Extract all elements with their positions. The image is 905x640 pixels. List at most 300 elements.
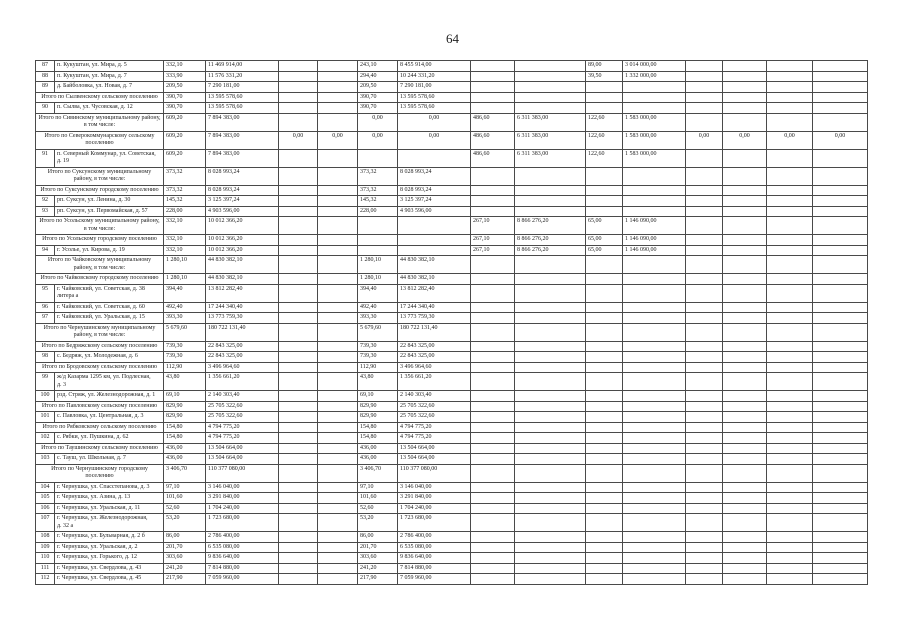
value-cell: 267,10 (471, 217, 515, 235)
value-cell (279, 532, 318, 543)
value-cell (623, 514, 686, 532)
value-cell (813, 401, 868, 412)
value-cell: 97,10 (164, 482, 206, 493)
subtotal-label-line: Итого по Павловскому сельскому поселению (41, 402, 158, 409)
address-line: с. Рябки, ул. Пушкина, д. 62 (57, 434, 129, 440)
value-cell (813, 206, 868, 217)
value-cell: 3 496 964,60 (398, 362, 471, 373)
value-cell (813, 245, 868, 256)
row-number: 92 (36, 196, 55, 207)
value-cell: 44 830 382,10 (206, 256, 279, 274)
value-cell: 1 280,10 (164, 256, 206, 274)
subtotal-label-line: Итого по Бедряжскому сельскому поселению (41, 342, 158, 349)
value-cell (686, 493, 723, 504)
value-cell: 43,80 (358, 373, 398, 391)
value-cell (358, 149, 398, 167)
value-cell: 13 812 282,40 (206, 284, 279, 302)
subtotal-row (36, 443, 868, 454)
value-cell (471, 443, 515, 454)
value-cell: 217,90 (358, 574, 398, 585)
address-line: ж/д Казарма 1295 км, ул. Подлесная, (57, 374, 151, 380)
value-cell (623, 185, 686, 196)
value-cell (686, 503, 723, 514)
value-cell (279, 362, 318, 373)
value-cell (318, 362, 358, 373)
value-cell (686, 71, 723, 82)
value-cell (767, 514, 813, 532)
value-cell (686, 284, 723, 302)
value-cell (318, 482, 358, 493)
value-cell: 17 244 340,40 (398, 302, 471, 313)
value-cell: 52,60 (164, 503, 206, 514)
value-cell (767, 542, 813, 553)
value-cell (586, 422, 623, 433)
value-cell (686, 323, 723, 341)
value-cell (515, 401, 586, 412)
value-cell (723, 71, 767, 82)
value-cell: 110 377 080,00 (206, 464, 279, 482)
address-line: с. Бедряж, ул. Молодежная, д. 6 (57, 353, 138, 359)
value-cell (723, 443, 767, 454)
address-line: с. Тауш, ул. Школьная, д. 7 (57, 455, 126, 461)
value-cell (318, 373, 358, 391)
value-cell: 486,60 (471, 113, 515, 131)
value-cell (279, 341, 318, 352)
value-cell (318, 412, 358, 423)
subtotal-label-line: району, в том числе: (73, 176, 126, 182)
value-cell (471, 82, 515, 93)
value-cell (515, 313, 586, 324)
address-line: г. Чернушка, ул. Азина, д. 13 (57, 494, 131, 500)
value-cell (723, 167, 767, 185)
value-cell (813, 454, 868, 465)
value-cell (686, 82, 723, 93)
value-cell (515, 284, 586, 302)
value-cell (813, 422, 868, 433)
value-cell: 6 535 080,00 (398, 542, 471, 553)
value-cell (813, 553, 868, 564)
value-cell: 332,10 (164, 61, 206, 72)
value-cell: 390,70 (358, 92, 398, 103)
value-cell (813, 61, 868, 72)
value-cell (279, 443, 318, 454)
value-cell (767, 206, 813, 217)
value-cell (767, 464, 813, 482)
value-cell (515, 514, 586, 532)
subtotal-row (36, 92, 868, 103)
value-cell (471, 313, 515, 324)
value-cell (515, 373, 586, 391)
value-cell: 1 146 090,00 (623, 245, 686, 256)
value-cell: 1 583 000,00 (623, 131, 686, 149)
value-cell: 122,60 (586, 131, 623, 149)
value-cell: 1 280,10 (358, 256, 398, 274)
value-cell (686, 352, 723, 363)
value-cell (723, 284, 767, 302)
value-cell (813, 482, 868, 493)
subtotal-label (36, 235, 164, 246)
value-cell (318, 256, 358, 274)
value-cell: 241,20 (358, 563, 398, 574)
value-cell (723, 256, 767, 274)
address-line: г. Чернушка, ул. Горького, д. 12 (57, 554, 138, 560)
value-cell (586, 185, 623, 196)
value-cell (723, 217, 767, 235)
subtotal-label (36, 113, 164, 131)
value-cell (767, 373, 813, 391)
value-cell (813, 362, 868, 373)
value-cell (279, 401, 318, 412)
value-cell: 1 583 000,00 (623, 149, 686, 167)
subtotal-label (36, 464, 164, 482)
subtotal-row (36, 167, 868, 185)
subtotal-row (36, 256, 868, 274)
value-cell: 492,40 (164, 302, 206, 313)
value-cell (471, 542, 515, 553)
row-number: 102 (36, 433, 55, 444)
value-cell (723, 433, 767, 444)
value-cell (586, 412, 623, 423)
value-cell: 1 332 000,00 (623, 71, 686, 82)
value-cell: 22 843 325,00 (398, 341, 471, 352)
value-cell: 25 705 322,60 (206, 412, 279, 423)
value-cell (686, 185, 723, 196)
value-cell (398, 235, 471, 246)
value-cell (471, 323, 515, 341)
value-cell (515, 92, 586, 103)
value-cell (279, 493, 318, 504)
value-cell: 8 028 993,24 (206, 185, 279, 196)
value-cell: 145,32 (358, 196, 398, 207)
value-cell: 65,00 (586, 245, 623, 256)
value-cell (279, 256, 318, 274)
value-cell (813, 464, 868, 482)
value-cell (586, 196, 623, 207)
value-cell (471, 493, 515, 504)
value-cell (471, 532, 515, 543)
subtotal-label (36, 401, 164, 412)
address-cell (55, 532, 164, 543)
value-cell (623, 103, 686, 114)
value-cell (686, 103, 723, 114)
value-cell (767, 185, 813, 196)
value-cell: 390,70 (164, 92, 206, 103)
value-cell (515, 323, 586, 341)
row-number: 90 (36, 103, 55, 114)
value-cell (686, 422, 723, 433)
row-number: 88 (36, 71, 55, 82)
value-cell (318, 235, 358, 246)
value-cell: 7 814 880,00 (206, 563, 279, 574)
value-cell (623, 454, 686, 465)
address-cell (55, 433, 164, 444)
value-cell: 1 146 090,00 (623, 217, 686, 235)
value-cell: 154,80 (358, 422, 398, 433)
value-cell: 25 705 322,60 (398, 412, 471, 423)
value-cell (318, 503, 358, 514)
value-cell (318, 196, 358, 207)
value-cell: 2 786 400,00 (398, 532, 471, 543)
value-cell (686, 341, 723, 352)
value-cell: 154,80 (164, 433, 206, 444)
value-cell (767, 553, 813, 564)
address-cell (55, 82, 164, 93)
value-cell: 13 773 759,30 (206, 313, 279, 324)
value-cell (767, 217, 813, 235)
value-cell (586, 302, 623, 313)
address-cell (55, 563, 164, 574)
subtotal-label-line: Итого по Северокоммунарскому сельскому (44, 132, 155, 139)
subtotal-row (36, 341, 868, 352)
value-cell (723, 493, 767, 504)
value-cell: 217,90 (164, 574, 206, 585)
value-cell: 609,20 (164, 131, 206, 149)
value-cell: 65,00 (586, 217, 623, 235)
value-cell (623, 542, 686, 553)
address-line: г. Чайковский, ул. Уральская, д. 15 (57, 314, 145, 320)
subtotal-label-line: Итого по Сивинскому муниципальному району, (38, 114, 161, 121)
value-cell (723, 185, 767, 196)
value-cell (686, 167, 723, 185)
value-cell (767, 412, 813, 423)
value-cell (471, 302, 515, 313)
value-cell (586, 103, 623, 114)
row-number: 105 (36, 493, 55, 504)
value-cell (279, 245, 318, 256)
value-cell (767, 532, 813, 543)
value-cell (723, 482, 767, 493)
address-line: п. Сылва, ул. Чусовская, д. 12 (57, 104, 133, 110)
subtotal-label (36, 323, 164, 341)
value-cell: 180 722 131,40 (206, 323, 279, 341)
value-cell: 0,00 (767, 131, 813, 149)
value-cell (723, 302, 767, 313)
address-line: г. Чернушка, ул. Спасстепанова, д. 3 (57, 483, 150, 490)
value-cell (279, 313, 318, 324)
value-cell (318, 61, 358, 72)
value-cell (623, 574, 686, 585)
value-cell (515, 443, 586, 454)
address-cell (55, 206, 164, 217)
value-cell: 829,90 (164, 412, 206, 423)
subtotal-row (36, 362, 868, 373)
row-number: 97 (36, 313, 55, 324)
address-cell (55, 553, 164, 564)
subtotal-row (36, 113, 868, 131)
value-cell (279, 553, 318, 564)
address-line: г. Чернушка, ул. Уральская, д. 2 (57, 543, 138, 550)
value-cell (318, 103, 358, 114)
value-cell: 2 140 303,40 (206, 391, 279, 402)
value-cell (586, 574, 623, 585)
address-line: г. Чайковский, ул. Советская, д. 60 (57, 303, 145, 310)
value-cell: 7 290 181,00 (206, 82, 279, 93)
value-cell (767, 274, 813, 285)
value-cell (623, 82, 686, 93)
value-cell: 10 012 366,20 (206, 245, 279, 256)
value-cell (686, 274, 723, 285)
value-cell (279, 167, 318, 185)
value-cell (813, 323, 868, 341)
value-cell (723, 391, 767, 402)
subtotal-label-line: Итого по Чайковскому муниципальному (47, 257, 152, 263)
value-cell (686, 373, 723, 391)
value-cell: 43,80 (164, 373, 206, 391)
value-cell: 86,00 (358, 532, 398, 543)
value-cell (723, 82, 767, 93)
value-cell (586, 482, 623, 493)
value-cell (279, 302, 318, 313)
value-cell (279, 503, 318, 514)
value-cell (623, 503, 686, 514)
value-cell (623, 433, 686, 444)
value-cell (318, 514, 358, 532)
subtotal-row (36, 401, 868, 412)
value-cell: 332,10 (164, 217, 206, 235)
value-cell: 53,20 (358, 514, 398, 532)
value-cell (471, 553, 515, 564)
value-cell (586, 313, 623, 324)
value-cell (813, 217, 868, 235)
value-cell (515, 341, 586, 352)
value-cell (686, 302, 723, 313)
value-cell (767, 482, 813, 493)
address-cell (55, 391, 164, 402)
subtotal-row (36, 464, 868, 482)
value-cell (723, 553, 767, 564)
value-cell (318, 82, 358, 93)
value-cell: 52,60 (358, 503, 398, 514)
value-cell: 7 894 383,00 (206, 113, 279, 131)
value-cell: 154,80 (358, 433, 398, 444)
value-cell (586, 454, 623, 465)
value-cell (279, 574, 318, 585)
value-cell (686, 113, 723, 131)
value-cell: 201,70 (358, 542, 398, 553)
value-cell (318, 245, 358, 256)
address-cell (55, 103, 164, 114)
value-cell: 9 836 640,00 (398, 553, 471, 564)
value-cell: 53,20 (164, 514, 206, 532)
value-cell: 333,90 (164, 71, 206, 82)
table-row (36, 149, 868, 167)
value-cell (686, 256, 723, 274)
value-cell (471, 574, 515, 585)
value-cell (586, 373, 623, 391)
value-cell (686, 206, 723, 217)
address-line: п. Северный Коммунар, ул. Советская, (57, 150, 156, 157)
value-cell (767, 443, 813, 454)
value-cell (723, 206, 767, 217)
value-cell (279, 464, 318, 482)
value-cell (586, 167, 623, 185)
value-cell: 1 356 661,20 (398, 373, 471, 391)
subtotal-label-line: Итого по Бродовскому сельскому поселению (42, 363, 157, 370)
value-cell: 486,60 (471, 131, 515, 149)
value-cell (623, 553, 686, 564)
value-cell (471, 274, 515, 285)
value-cell: 267,10 (471, 235, 515, 246)
value-cell (471, 503, 515, 514)
subtotal-row (36, 185, 868, 196)
value-cell (515, 493, 586, 504)
value-cell (515, 503, 586, 514)
value-cell (686, 532, 723, 543)
value-cell (586, 553, 623, 564)
value-cell: 2 786 400,00 (206, 532, 279, 543)
address-line: г. Чернушка, ул. Бульварная, д. 2 б (57, 533, 145, 539)
value-cell: 0,00 (398, 131, 471, 149)
value-cell: 6 311 383,00 (515, 131, 586, 149)
subtotal-label-line: Итого по Сылвенскому сельскому поселению (41, 93, 158, 100)
value-cell (623, 443, 686, 454)
value-cell (586, 563, 623, 574)
value-cell (767, 302, 813, 313)
value-cell (767, 113, 813, 131)
page-number: 64 (446, 31, 459, 46)
value-cell (515, 362, 586, 373)
value-cell (471, 454, 515, 465)
value-cell (723, 464, 767, 482)
value-cell: 4 794 775,20 (398, 433, 471, 444)
subtotal-label-line: Итого по Чернушинскому городскому (51, 465, 148, 472)
value-cell (471, 412, 515, 423)
value-cell (723, 61, 767, 72)
table-row (36, 245, 868, 256)
subtotal-label-line: поселению (85, 473, 114, 479)
value-cell: 9 836 640,00 (206, 553, 279, 564)
value-cell: 13 595 578,60 (206, 103, 279, 114)
subtotal-label-line: району, в том числе: (73, 332, 126, 338)
value-cell: 1 723 680,00 (206, 514, 279, 532)
value-cell (623, 464, 686, 482)
value-cell: 112,90 (164, 362, 206, 373)
row-number: 109 (36, 542, 55, 553)
value-cell (515, 302, 586, 313)
value-cell: 436,00 (164, 454, 206, 465)
value-cell (686, 149, 723, 167)
value-cell (813, 313, 868, 324)
value-cell: 5 679,60 (358, 323, 398, 341)
value-cell (813, 92, 868, 103)
value-cell: 3 406,70 (164, 464, 206, 482)
value-cell: 8 028 993,24 (398, 185, 471, 196)
value-cell (279, 542, 318, 553)
value-cell (767, 313, 813, 324)
value-cell (686, 235, 723, 246)
value-cell (686, 313, 723, 324)
value-cell (623, 256, 686, 274)
row-number: 103 (36, 454, 55, 465)
address-cell (55, 373, 164, 391)
value-cell (279, 412, 318, 423)
table-row (36, 71, 868, 82)
table-row (36, 412, 868, 423)
value-cell: 13 595 578,60 (398, 103, 471, 114)
value-cell: 228,00 (164, 206, 206, 217)
value-cell (471, 422, 515, 433)
value-cell (723, 245, 767, 256)
value-cell (515, 352, 586, 363)
value-cell (723, 542, 767, 553)
value-cell: 10 244 331,20 (398, 71, 471, 82)
value-cell (471, 185, 515, 196)
value-cell (279, 352, 318, 363)
value-cell: 390,70 (164, 103, 206, 114)
value-cell: 13 595 578,60 (206, 92, 279, 103)
table-row (36, 433, 868, 444)
value-cell: 303,60 (358, 553, 398, 564)
